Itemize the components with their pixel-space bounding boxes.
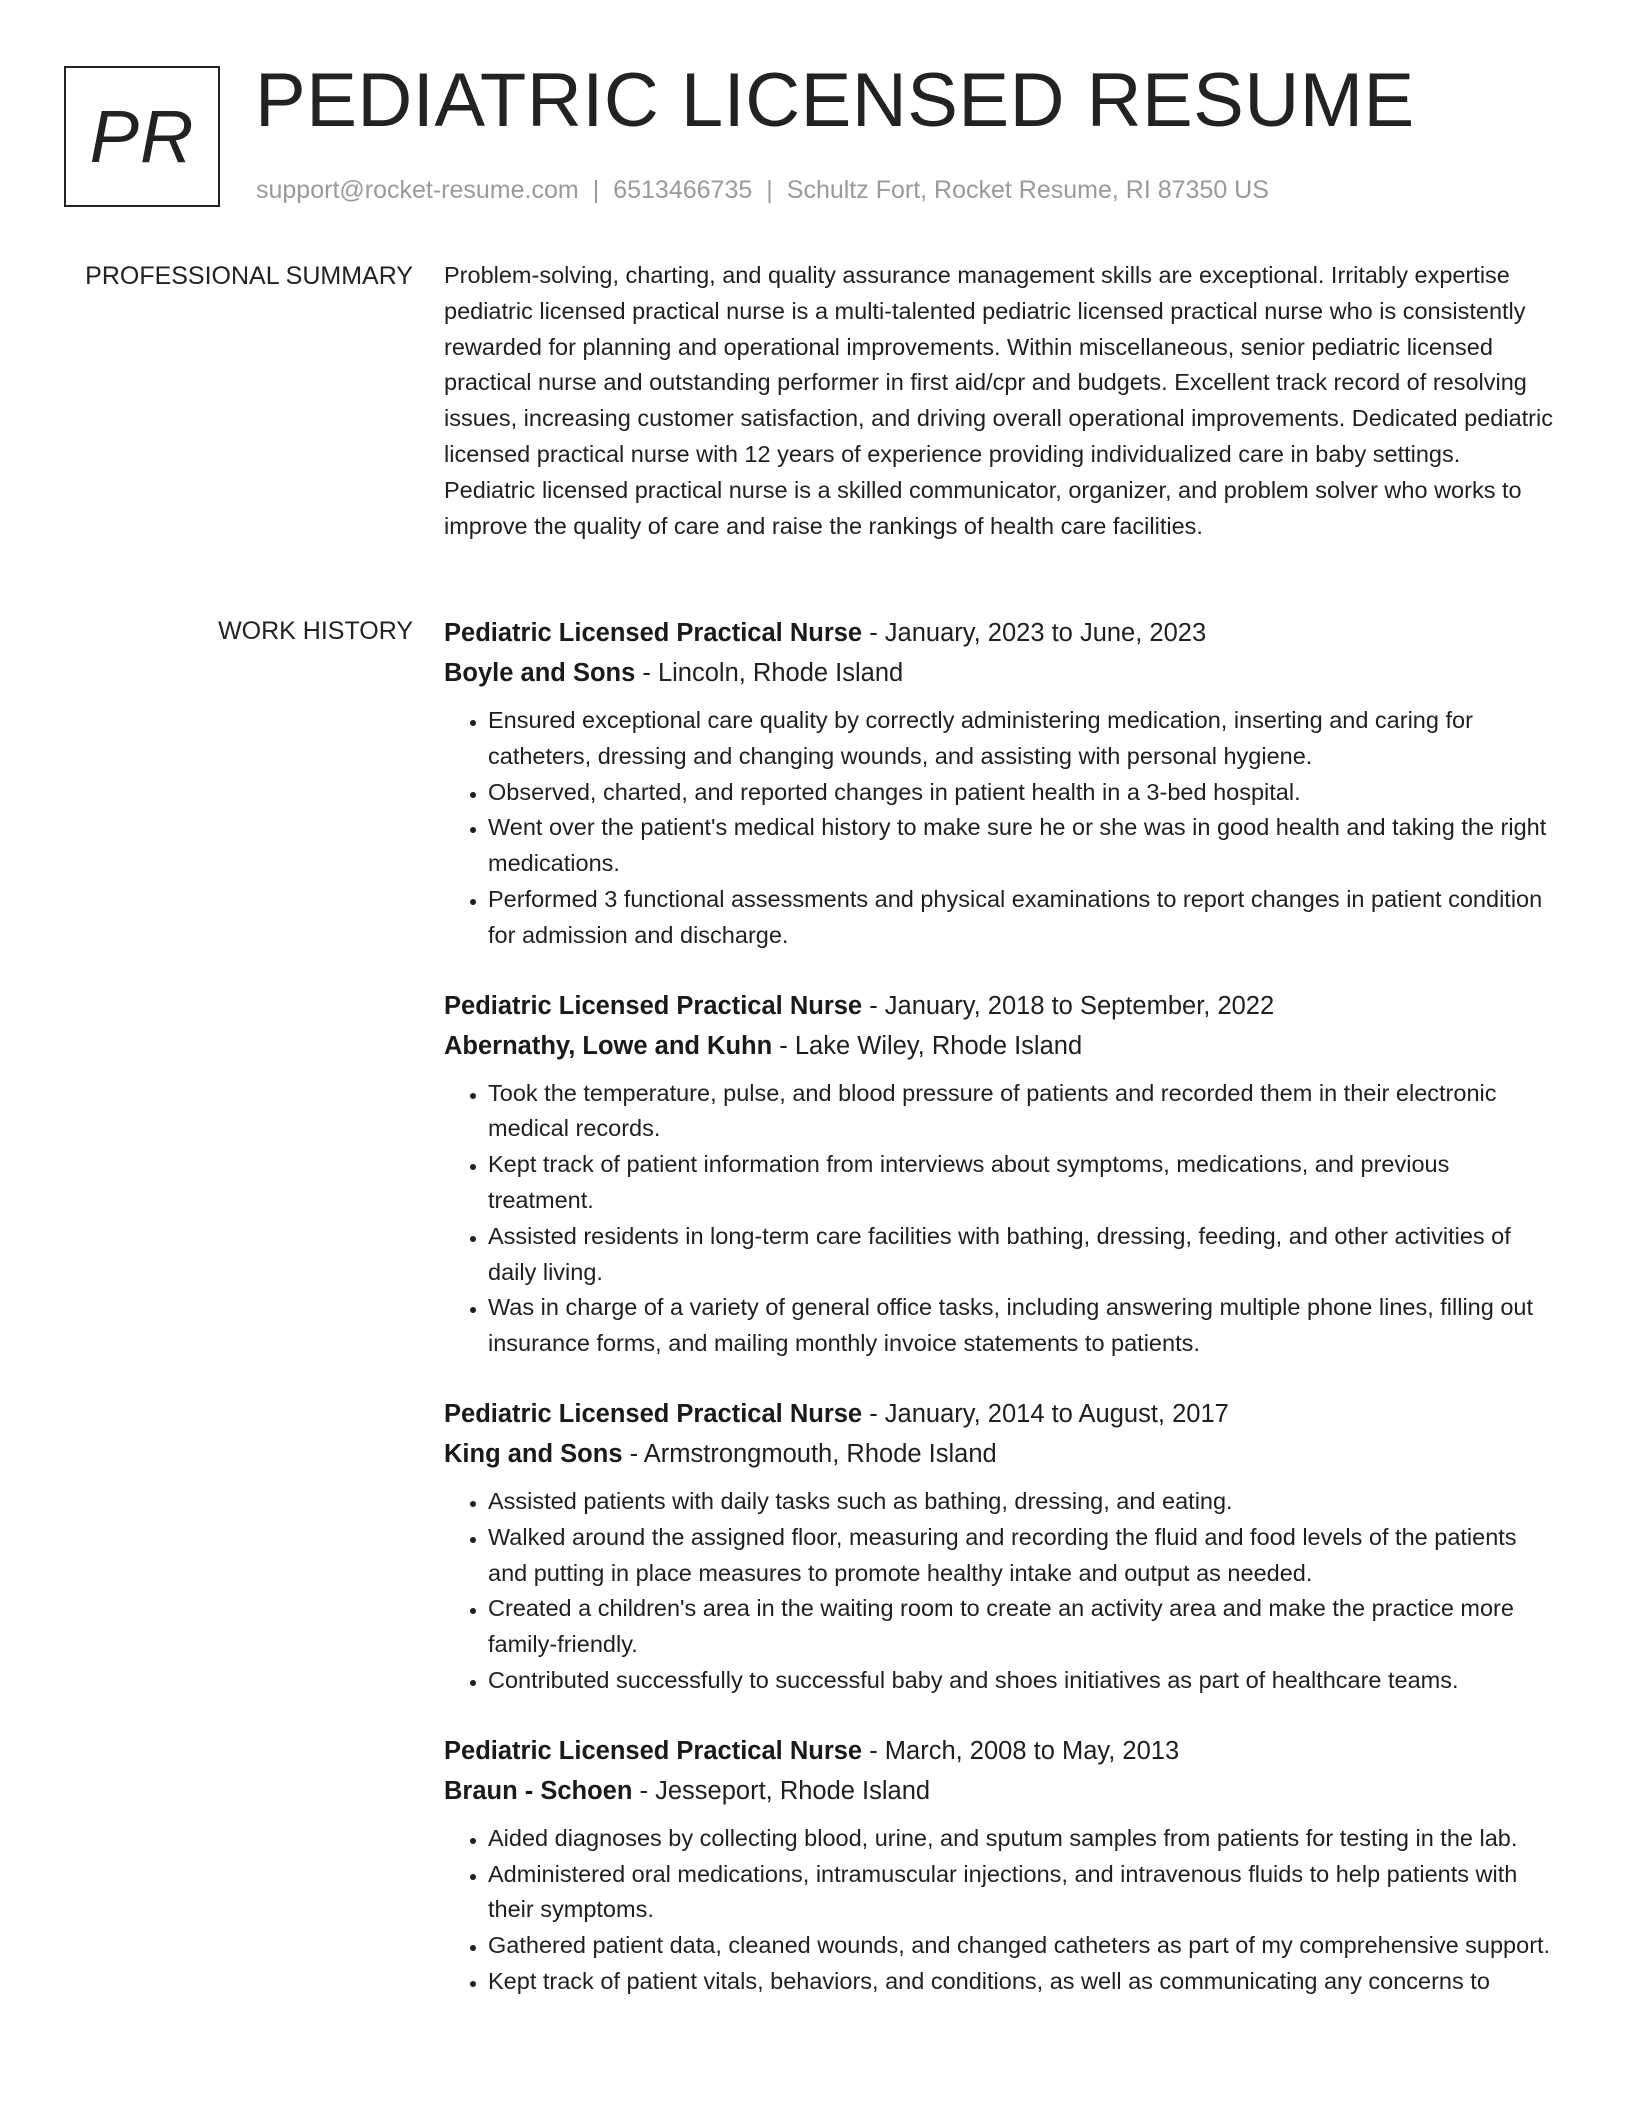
job-bullet: • Kept track of patient information from interviews about symptoms, medications, and previous treatment. [488,1147,1556,1219]
job-title-line [444,1394,1556,1434]
job-dates: - March, 2008 to May, 2013 [862,1736,1180,1765]
job-company: Abernathy, Lowe and Kuhn [444,1031,773,1060]
section-heading-work: WORK HISTORY [218,617,413,645]
job-bullet: • Was in charge of a variety of general office tasks, including answering multiple phone lines, filling out insurance forms, and mailing monthly invoice statements to patients. [488,1290,1556,1362]
job-entry [444,1394,1556,1699]
contact-phone[interactable]: 6513466735 [613,176,753,204]
job-bullet: • Administered oral medications, intramuscular injections, and intravenous fluids to help patients with their symptoms. [488,1857,1556,1929]
contact-separator: | [592,176,600,204]
job-bullet: • Observed, charted, and reported changes in patient health in a 3-bed hospital. [488,775,1556,811]
job-company-line [444,1026,1556,1066]
job-company: King and Sons [444,1439,623,1468]
job-bullet: • Created a children's area in the waiting room to create an activity area and make the practice more family-friendly. [488,1591,1556,1663]
job-bullet: • Gathered patient data, cleaned wounds, and changed catheters as part of my comprehensive support. [488,1928,1556,1964]
job-bullet: • Walked around the assigned floor, measuring and recording the fluid and food levels of the patients and putting in place measures to promote healthy intake and output as needed. [488,1520,1556,1592]
job-entry [444,613,1556,954]
job-bullet-list [444,1484,1556,1699]
job-company-line [444,653,1556,693]
summary-body [444,258,1556,544]
job-bullet: • Aided diagnoses by collecting blood, urine, and sputum samples from patients for testing in the lab. [488,1821,1556,1857]
job-title-line [444,613,1556,653]
job-location: - Lake Wiley, Rhode Island [772,1031,1083,1060]
contact-line [256,174,1269,206]
resume-title: PEDIATRIC LICENSED RESUME [255,58,1415,143]
job-company: Boyle and Sons [444,659,636,687]
job-bullet: • Contributed successfully to successful baby and shoes initiatives as part of healthcare teams. [488,1663,1556,1699]
summary-text: Problem-solving, charting, and quality assurance management skills are exceptional. Irritably expertise pediatric licensed practical nurse is a multi-talented pediatric licensed practical nurse who is consistently rewarded for planning and operational improvements. Within miscellaneous, senior pediatric licensed practical nurse and outstanding performer in first aid/cpr and budgets. Excellent track record of resolving issues, increasing customer satisfaction, and driving overall operational improvements. Dedicated pediatric licensed practical nurse with 12 years of experience providing individualized care in baby settings. Pediatric licensed practical nurse is a skilled communicator, organizer, and problem solver who works to improve the quality of care and raise the rankings of health care facilities. [444,262,1553,539]
job-bullet-list [444,1821,1556,2000]
section-heading-summary: PROFESSIONAL SUMMARY [85,262,413,290]
job-title: Pediatric Licensed Practical Nurse [444,1736,863,1765]
job-company: Braun - Schoen [444,1776,633,1805]
job-dates: - January, 2018 to September, 2022 [862,991,1275,1020]
job-bullet: • Assisted patients with daily tasks such as bathing, dressing, and eating. [488,1484,1556,1520]
job-company-line [444,1771,1556,1811]
job-location: - Armstrongmouth, Rhode Island [622,1439,997,1468]
job-company-line [444,1434,1556,1474]
monogram-badge [64,66,220,207]
job-location: - Lincoln, Rhode Island [635,659,904,687]
job-title-line [444,986,1556,1026]
job-entry [444,986,1556,1362]
job-bullet: • Performed 3 functional assessments and physical examinations to report changes in patient condition for admission and discharge. [488,882,1556,954]
job-bullet-list [444,1076,1556,1362]
job-bullet: • Ensured exceptional care quality by correctly administering medication, inserting and caring for catheters, dressing and changing wounds, and assisting with personal hygiene. [488,703,1556,775]
job-title: Pediatric Licensed Practical Nurse [444,1399,863,1428]
job-bullet: • Took the temperature, pulse, and blood pressure of patients and recorded them in their electronic medical records. [488,1076,1556,1148]
job-dates: - January, 2023 to June, 2023 [862,619,1207,647]
contact-email[interactable]: support@rocket-resume.com [256,176,579,204]
monogram-initials: PR [89,94,195,178]
job-dates: - January, 2014 to August, 2017 [862,1399,1229,1428]
contact-address: Schultz Fort, Rocket Resume, RI 87350 US [786,176,1269,204]
job-title: Pediatric Licensed Practical Nurse [444,991,863,1020]
job-location: - Jesseport, Rhode Island [632,1776,931,1805]
work-body [444,613,1556,2032]
job-bullet: • Assisted residents in long-term care facilities with bathing, dressing, feeding, and other activities of daily living. [488,1219,1556,1291]
job-title-line [444,1731,1556,1771]
job-bullet: • Kept track of patient vitals, behaviors, and conditions, as well as communicating any concerns to [488,1964,1556,2000]
job-bullet-list [444,703,1556,954]
job-title: Pediatric Licensed Practical Nurse [444,619,863,647]
job-entry [444,1731,1556,2000]
contact-separator: | [766,176,773,204]
job-bullet: • Went over the patient's medical history to make sure he or she was in good health and taking the right medications. [488,810,1556,882]
